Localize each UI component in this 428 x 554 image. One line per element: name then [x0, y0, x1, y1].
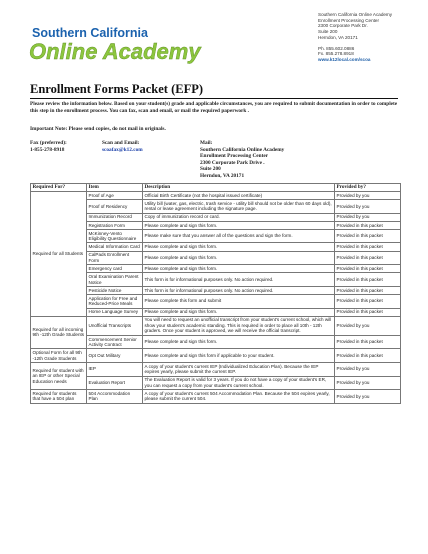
description-cell: Please complete and sign this form. [143, 243, 335, 251]
description-cell: The Evaluation Report is valid for 3 years. If you do not have a copy of your student's ER, you can request a copy from your student's current school. [143, 376, 335, 390]
provided-by-cell: Provided by you [335, 200, 401, 214]
description-cell: Utility bill (water, gas, electric, trash service - utility bill should not be older than 60 days old), rental or lease agreement including the signature page. [143, 200, 335, 214]
item-cell: 504 Accommodation Plan [87, 390, 143, 404]
description-cell: You will need to request an unofficial transcript from your student's current school, which will show your student's academic standing. This is required in order to place all 10th - 12th graders. Once your student is approved, we will receive the official transcript. [143, 316, 335, 335]
fax-label: Fax (preferred): [30, 140, 67, 146]
table-row [31, 308, 401, 316]
logo-text-line2: Online Academy [29, 39, 201, 64]
description-cell: Please make sure that you answer all of the questions and sign the form. [143, 229, 335, 243]
provided-by-cell: Provided in this packet [335, 273, 401, 287]
logo-text-line1: Southern California [32, 26, 148, 40]
fax-number: 1-855-278-8918 [30, 146, 65, 153]
table-row [31, 390, 401, 404]
provided-by-cell: Provided in this packet [335, 286, 401, 294]
provided-by-cell: Provided in this packet [335, 251, 401, 265]
required-for-cell: Optional Form for all 9th -12th Grade Students [31, 349, 87, 363]
provided-by-cell: Provided in this packet [335, 294, 401, 308]
description-cell: Please complete and sign this form. [143, 221, 335, 229]
table-header-row [31, 184, 401, 192]
table-row [31, 362, 401, 376]
address-block [318, 12, 426, 63]
table-row [31, 265, 401, 273]
mail-label: Mail: [200, 140, 213, 146]
table-row [31, 273, 401, 287]
item-cell: Emergency card [87, 265, 143, 273]
mail-line: Suite 200 [200, 166, 221, 173]
description-cell: Please complete and sign this form. [143, 335, 335, 349]
address-suite: Suite 200 [318, 29, 338, 35]
header-required-for: Required For? [31, 184, 87, 192]
table-row [31, 335, 401, 349]
provided-by-cell: Provided by you [335, 376, 401, 390]
table-row [31, 316, 401, 335]
provided-by-cell: Provided by you [335, 192, 401, 200]
description-cell: A copy of your student's current 504 Accommodation Plan. Because the 504 expires yearly, please submit the current 504. [143, 390, 335, 404]
mail-line: 2300 Corporate Park Drive . [200, 159, 265, 166]
provided-by-cell: Provided in this packet [335, 221, 401, 229]
provided-by-cell: Provided by you [335, 213, 401, 221]
provided-by-cell: Provided in this packet [335, 308, 401, 316]
item-cell: Proof of Age [87, 192, 143, 200]
provided-by-cell: Provided in this packet [335, 243, 401, 251]
item-cell: McKinney-Vento Eligibility Questionnaire [87, 229, 143, 243]
description-cell: Please complete and sign this form if applicable to your student. [143, 349, 335, 363]
intro-paragraph: Please review the information below. Based on your student(s) grade and applicable circumstances, you are required to submit documentation in order to complete this step in the enrollment process. You can fax, scan and email, or mail the required paperwork . [30, 101, 398, 114]
important-note: Important Note: Please send copies, do not mail in originals. [30, 126, 166, 132]
table-row [31, 294, 401, 308]
provided-by-cell: Provided in this packet [335, 229, 401, 243]
required-for-cell: Required for students that have a 504 plan [31, 390, 87, 404]
scan-contact [102, 140, 143, 153]
provided-by-cell: Provided by you [335, 316, 401, 335]
description-cell: This form is for informational purposes only. No action required. [143, 286, 335, 294]
table-row [31, 192, 401, 200]
fax-contact [30, 140, 67, 153]
description-cell: Please complete this form and submit [143, 294, 335, 308]
mail-contact [200, 140, 284, 180]
required-for-cell: Required for all Students [31, 192, 87, 317]
table-row [31, 376, 401, 390]
item-cell: Home Language Survey [87, 308, 143, 316]
forms-table [30, 183, 401, 404]
table-row [31, 221, 401, 229]
school-logo [28, 22, 201, 68]
table-row [31, 243, 401, 251]
item-cell: Unofficial Transcripts [87, 316, 143, 335]
address-fax: Fx. 855.278.8918 [318, 51, 354, 57]
description-cell: Please complete and sign this form. [143, 308, 335, 316]
address-city: Herndon, VA 20171 [318, 34, 358, 40]
item-cell: Proof of Residency [87, 200, 143, 214]
item-cell: Commencement Senior Activity Contract [87, 335, 143, 349]
required-for-cell: Required for all incoming 9th -12th Grade Students [31, 316, 87, 349]
item-cell: Evaluation Report [87, 376, 143, 390]
item-cell: Registration Form [87, 221, 143, 229]
table-row [31, 229, 401, 243]
table-row [31, 213, 401, 221]
item-cell: IEP [87, 362, 143, 376]
address-website-link[interactable]: www.k12local.com/scoa [318, 56, 371, 62]
title-divider [30, 98, 398, 99]
header-item: Item [87, 184, 143, 192]
scan-label: Scan and Email: [102, 140, 140, 146]
page-title: Enrollment Forms Packet (EFP) [30, 82, 203, 96]
address-street: 2300 Corporate Park Dr. [318, 23, 368, 29]
header-description: Description [143, 184, 335, 192]
item-cell: Medical Information Card [87, 243, 143, 251]
address-phone: Ph. 855.602.0886 [318, 45, 355, 51]
provided-by-cell: Provided in this packet [335, 265, 401, 273]
mail-line: Enrollment Processing Center [200, 153, 269, 160]
description-cell: Official Birth Certificate (not the hospital issued certificate) [143, 192, 335, 200]
item-cell: Immunization Record [87, 213, 143, 221]
item-cell: Pesticide Notice [87, 286, 143, 294]
provided-by-cell: Provided in this packet [335, 349, 401, 363]
provided-by-cell: Provided by you [335, 390, 401, 404]
table-row [31, 286, 401, 294]
table-row [31, 349, 401, 363]
description-cell: This form is for informational purposes only. No action required. [143, 273, 335, 287]
scan-email-link[interactable]: scoafax@k12.com [102, 146, 143, 153]
required-for-cell: Required for student with an IEP or other Special Education needs [31, 362, 87, 389]
table-row [31, 251, 401, 265]
address-center: Enrollment Processing Center [318, 17, 380, 23]
item-cell: CalPads Enrollment Form [87, 251, 143, 265]
item-cell: Application for Free and Reduced-Price Meals [87, 294, 143, 308]
mail-line: Herndon, VA 20171 [200, 172, 245, 179]
description-cell: Please complete and sign this form. [143, 251, 335, 265]
item-cell: Opt Out Military [87, 349, 143, 363]
description-cell: A copy of your student's current IEP (Individualized Education Plan). Because the IEP expires yearly, please submit the current IEP. [143, 362, 335, 376]
description-cell: Please complete and sign this form. [143, 265, 335, 273]
mail-line: Southern California Online Academy [200, 146, 285, 153]
item-cell: Oral Examination Parent Notice [87, 273, 143, 287]
description-cell: Copy of immunization record or card. [143, 213, 335, 221]
address-school-name: Southern California Online Academy [318, 12, 393, 17]
table-row [31, 200, 401, 214]
header-provided-by: Provided by? [335, 184, 401, 192]
provided-by-cell: Provided by you [335, 362, 401, 376]
provided-by-cell: Provided in this packet [335, 335, 401, 349]
